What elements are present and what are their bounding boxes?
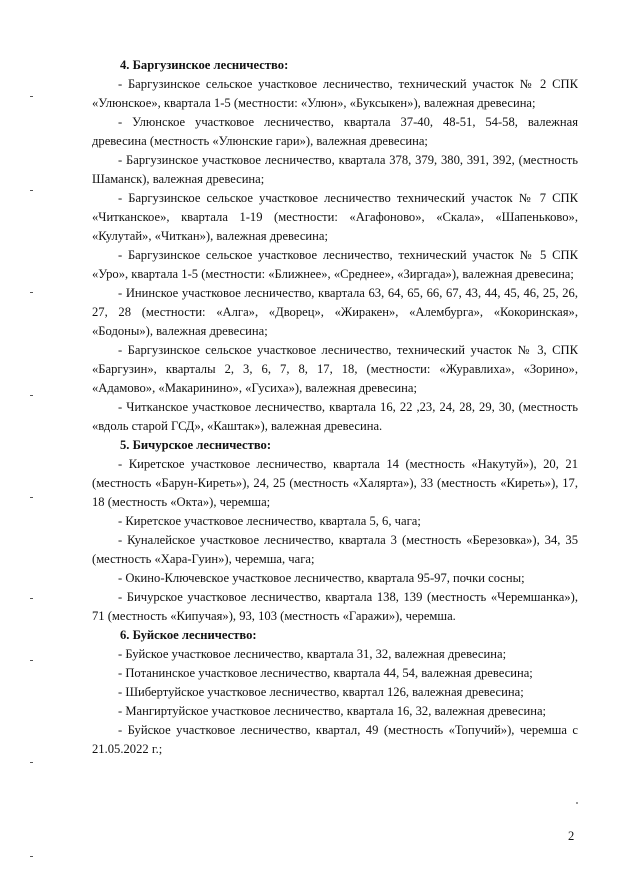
list-item: - Шибертуйское участковое лесничество, квартал 126, валежная древесина; [118,685,524,699]
section-title: 4. Баргузинское лесничество: [120,58,289,72]
list-item: - Мангиртуйское участковое лесничество, квартала 16, 32, валежная древесина; [118,704,547,718]
list-item: - Читканское участковое лесничество, квартала 16, 22 ,23, 24, 28, 29, 30, (местность «вдоль старой ГСД», «Каштак»), валежная древесина. [92,400,578,433]
list-item: - Куналейское участковое лесничество, квартала 3 (местность «Березовка»), 34, 35 (местность «Хара-Гуин»), черемша, чага; [92,533,578,566]
scan-speck [576,802,578,804]
scan-mark [30,762,33,763]
list-item: - Баргузинское сельское участковое лесничество технический участок № 7 СПК «Читканское», квартала 1-19 (местности: «Агафоново», «Скала», «Шапеньково», «Кулутай», «Читкан»), валежная древесина; [92,191,578,243]
scan-mark [30,660,33,661]
list-item: - Киретское участковое лесничество, квартала 5, 6, чага; [118,514,421,528]
list-item: - Буйское участковое лесничество, квартал, 49 (местность «Топучий»), черемша с 21.05.2022 г.; [92,723,578,756]
list-item: - Окино-Ключевское участковое лесничество, квартала 95-97, почки сосны; [118,571,525,585]
scan-mark [30,395,33,396]
list-item: - Баргузинское сельское участковое лесничество, технический участок № 5 СПК «Уро», квартала 1-5 (местности: «Ближнее», «Среднее», «Зиргада»), валежная древесина; [92,248,578,281]
list-item: - Баргузинское сельское участковое лесничество, технический участок № 3, СПК «Баргузин», кварталы 2, 3, 6, 7, 8, 17, 18, (местности: «Журавлиха», «Зорино», «Адамово», «Макаринино», «Гусиха»), валежная древесина; [92,343,578,395]
list-item: - Буйское участковое лесничество, квартала 31, 32, валежная древесина; [118,647,507,661]
list-item: - Киретское участковое лесничество, квартала 14 (местность «Накутуй»), 20, 21 (местность «Барун-Киреть»), 24, 25 (местность «Халярта»), 33 (местность «Киреть»), 17, 18 (местность «Окта»), черемша; [92,457,578,509]
scan-mark [30,598,33,599]
page-number: 2 [568,829,575,843]
scan-mark [30,96,33,97]
scan-mark [30,497,33,498]
list-item: - Бичурское участковое лесничество, квартала 138, 139 (местность «Черемшанка»), 71 (местность «Кипучая»), 93, 103 (местность «Гаражи»), черемша. [92,590,578,623]
list-item: - Ининское участковое лесничество, квартала 63, 64, 65, 66, 67, 43, 44, 45, 46, 25, 26, 27, 28 (местности: «Алга», «Дворец», «Жиракен», «Алембурга», «Кокоринская», «Бодоны»), валежная древесина; [92,286,578,338]
scan-mark [30,190,33,191]
section-title: 6. Буйское лесничество: [120,628,257,642]
list-item: - Потанинское участковое лесничество, квартала 44, 54, валежная древесина; [118,666,533,680]
document-body [92,56,578,759]
scan-mark [30,856,33,857]
scan-mark [30,292,33,293]
section-title: 5. Бичурское лесничество: [120,438,272,452]
list-item: - Баргузинское участковое лесничество, квартала 378, 379, 380, 391, 392, (местность Шаманск), валежная древесина; [92,153,578,186]
list-item: - Улюнское участковое лесничество, квартала 37-40, 48-51, 54-58, валежная древесина (местность «Улюнские гари»), валежная древесина; [92,115,578,148]
list-item: - Баргузинское сельское участковое лесничество, технический участок № 2 СПК «Улюнское», квартала 1-5 (местности: «Улюн», «Буксыкен»), валежная древесина; [92,77,578,110]
